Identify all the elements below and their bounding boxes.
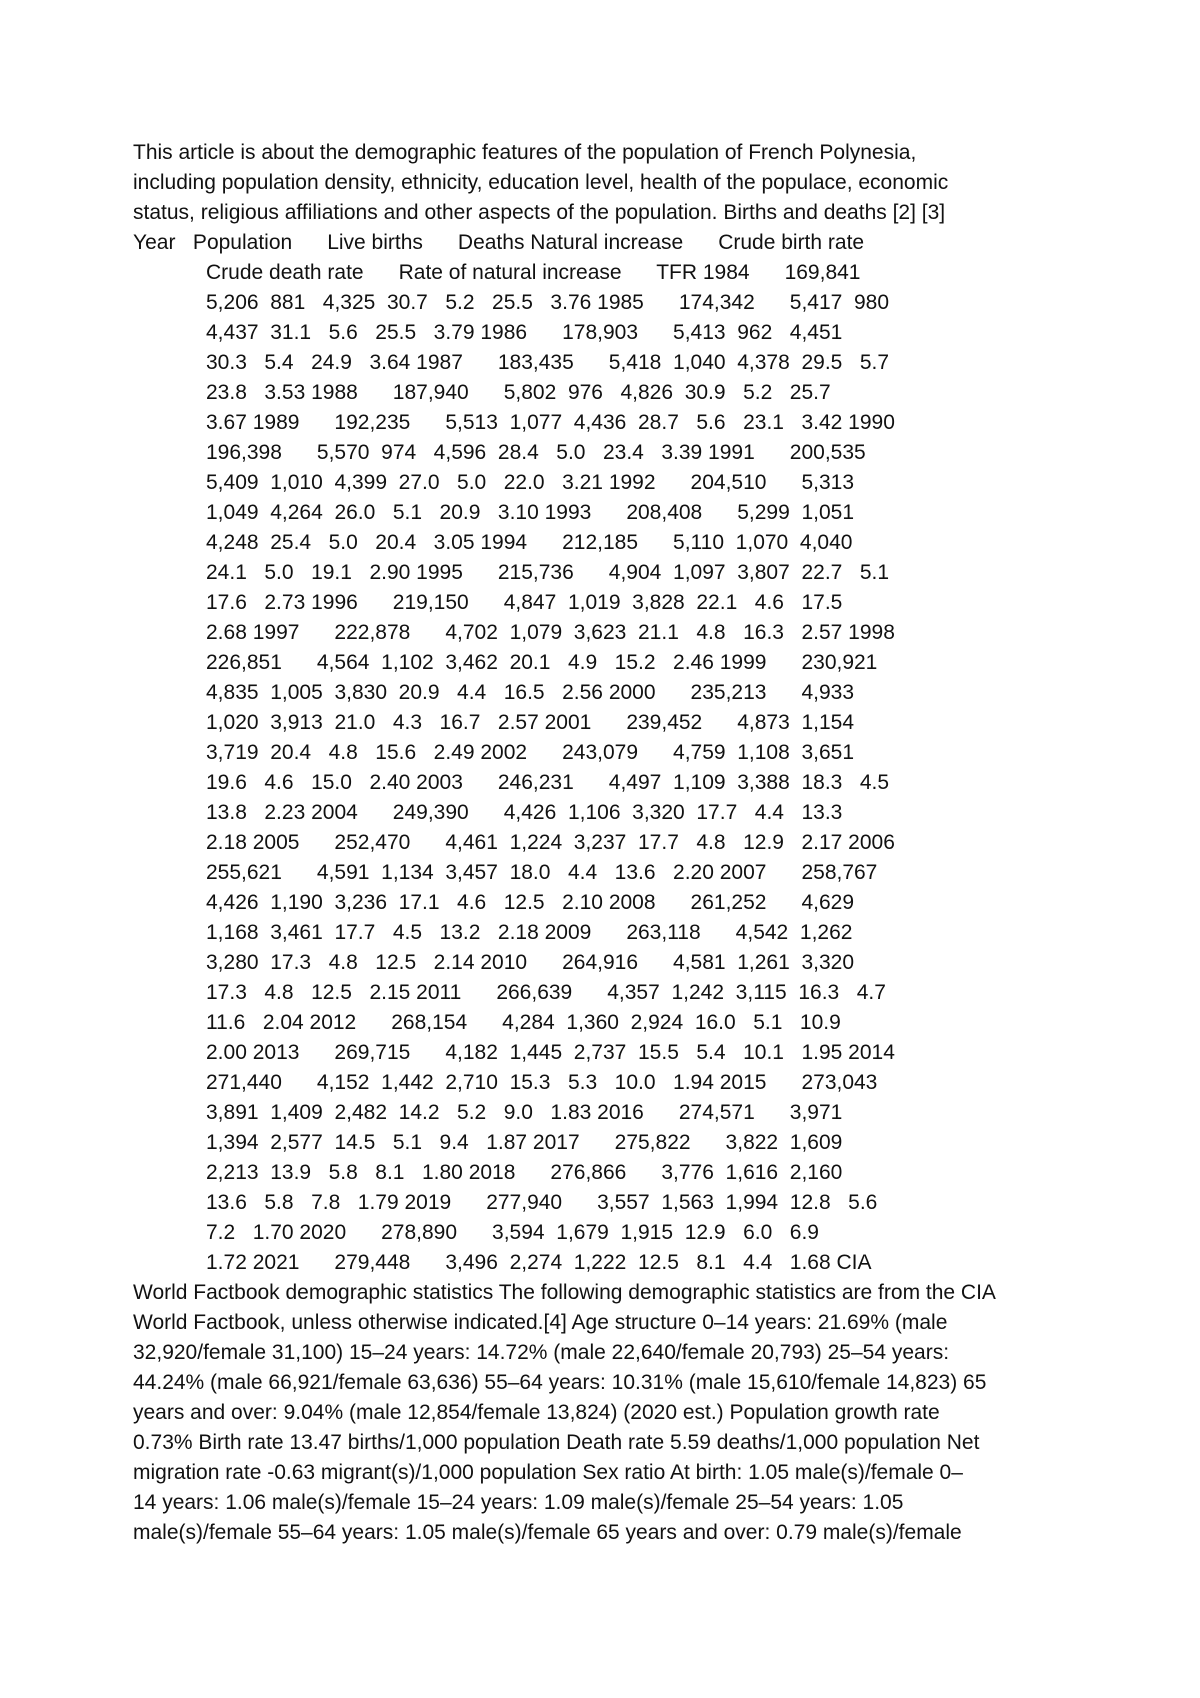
- text-line: This article is about the demographic features of the population of French Polynesia,: [133, 141, 917, 164]
- text-line: including population density, ethnicity, education level, health of the populace, economic: [133, 171, 949, 194]
- text-line: 271,440 4,152 1,442 2,710 15.3 5.3 10.0 1.94 2015 273,043: [206, 1071, 878, 1094]
- text-line: 32,920/female 31,100) 15–24 years: 14.72% (male 22,640/female 20,793) 25–54 years:: [133, 1341, 950, 1364]
- text-line: 226,851 4,564 1,102 3,462 20.1 4.9 15.2 2.46 1999 230,921: [206, 651, 878, 674]
- text-line: 2.68 1997 222,878 4,702 1,079 3,623 21.1 4.8 16.3 2.57 1998: [206, 621, 895, 644]
- text-line: 1,168 3,461 17.7 4.5 13.2 2.18 2009 263,118 4,542 1,262: [206, 921, 853, 944]
- text-line: 14 years: 1.06 male(s)/female 15–24 years: 1.09 male(s)/female 25–54 years: 1.05: [133, 1491, 904, 1514]
- text-line: World Factbook demographic statistics The following demographic statistics are from the CIA: [133, 1281, 996, 1304]
- text-line: 17.6 2.73 1996 219,150 4,847 1,019 3,828 22.1 4.6 17.5: [206, 591, 843, 614]
- text-line: status, religious affiliations and other aspects of the population. Births and deaths [2] [3]: [133, 201, 946, 224]
- text-line: 13.8 2.23 2004 249,390 4,426 1,106 3,320 17.7 4.4 13.3: [206, 801, 843, 824]
- text-line: 3,280 17.3 4.8 12.5 2.14 2010 264,916 4,581 1,261 3,320: [206, 951, 855, 974]
- text-line: 4,437 31.1 5.6 25.5 3.79 1986 178,903 5,413 962 4,451: [206, 321, 843, 344]
- text-line: 1.72 2021 279,448 3,496 2,274 1,222 12.5 8.1 4.4 1.68 CIA: [206, 1251, 872, 1274]
- text-line: 7.2 1.70 2020 278,890 3,594 1,679 1,915 12.9 6.0 6.9: [206, 1221, 819, 1244]
- text-line: 44.24% (male 66,921/female 63,636) 55–64 years: 10.31% (male 15,610/female 14,823) 65: [133, 1371, 987, 1394]
- text-line: 4,835 1,005 3,830 20.9 4.4 16.5 2.56 2000 235,213 4,933: [206, 681, 855, 704]
- text-line: World Factbook, unless otherwise indicated.[4] Age structure 0–14 years: 21.69% (male: [133, 1311, 948, 1334]
- text-line: 4,426 1,190 3,236 17.1 4.6 12.5 2.10 2008 261,252 4,629: [206, 891, 855, 914]
- text-line: 5,206 881 4,325 30.7 5.2 25.5 3.76 1985 174,342 5,417 980: [206, 291, 890, 314]
- text-line: 11.6 2.04 2012 268,154 4,284 1,360 2,924 16.0 5.1 10.9: [206, 1011, 841, 1034]
- text-line: years and over: 9.04% (male 12,854/female 13,824) (2020 est.) Population growth rate: [133, 1401, 940, 1424]
- text-line: Crude death rate Rate of natural increase TFR 1984 169,841: [206, 261, 861, 284]
- text-line: 3,719 20.4 4.8 15.6 2.49 2002 243,079 4,759 1,108 3,651: [206, 741, 855, 764]
- text-line: 17.3 4.8 12.5 2.15 2011 266,639 4,357 1,242 3,115 16.3 4.7: [206, 981, 886, 1004]
- text-line: 196,398 5,570 974 4,596 28.4 5.0 23.4 3.39 1991 200,535: [206, 441, 866, 464]
- text-line: 1,394 2,577 14.5 5.1 9.4 1.87 2017 275,822 3,822 1,609: [206, 1131, 843, 1154]
- text-line: 3.67 1989 192,235 5,513 1,077 4,436 28.7 5.6 23.1 3.42 1990: [206, 411, 895, 434]
- text-line: 4,248 25.4 5.0 20.4 3.05 1994 212,185 5,110 1,070 4,040: [206, 531, 853, 554]
- text-line: 13.6 5.8 7.8 1.79 2019 277,940 3,557 1,563 1,994 12.8 5.6: [206, 1191, 878, 1214]
- text-line: migration rate -0.63 migrant(s)/1,000 population Sex ratio At birth: 1.05 male(s)/female 0–: [133, 1461, 963, 1484]
- text-line: 5,409 1,010 4,399 27.0 5.0 22.0 3.21 1992 204,510 5,313: [206, 471, 855, 494]
- text-line: 2.18 2005 252,470 4,461 1,224 3,237 17.7 4.8 12.9 2.17 2006: [206, 831, 895, 854]
- text-line: male(s)/female 55–64 years: 1.05 male(s)/female 65 years and over: 0.79 male(s)/female: [133, 1521, 962, 1544]
- text-line: 2,213 13.9 5.8 8.1 1.80 2018 276,866 3,776 1,616 2,160: [206, 1161, 843, 1184]
- text-line: Year Population Live births Deaths Natural increase Crude birth rate: [133, 231, 865, 254]
- text-line: 0.73% Birth rate 13.47 births/1,000 population Death rate 5.59 deaths/1,000 population Net: [133, 1431, 980, 1454]
- text-line: 1,049 4,264 26.0 5.1 20.9 3.10 1993 208,408 5,299 1,051: [206, 501, 855, 524]
- text-line: 23.8 3.53 1988 187,940 5,802 976 4,826 30.9 5.2 25.7: [206, 381, 831, 404]
- text-line: 3,891 1,409 2,482 14.2 5.2 9.0 1.83 2016 274,571 3,971: [206, 1101, 843, 1124]
- text-line: 1,020 3,913 21.0 4.3 16.7 2.57 2001 239,452 4,873 1,154: [206, 711, 855, 734]
- text-line: 255,621 4,591 1,134 3,457 18.0 4.4 13.6 2.20 2007 258,767: [206, 861, 878, 884]
- text-line: 2.00 2013 269,715 4,182 1,445 2,737 15.5 5.4 10.1 1.95 2014: [206, 1041, 895, 1064]
- text-line: 30.3 5.4 24.9 3.64 1987 183,435 5,418 1,040 4,378 29.5 5.7: [206, 351, 890, 374]
- text-line: 24.1 5.0 19.1 2.90 1995 215,736 4,904 1,097 3,807 22.7 5.1: [206, 561, 890, 584]
- text-line: 19.6 4.6 15.0 2.40 2003 246,231 4,497 1,109 3,388 18.3 4.5: [206, 771, 890, 794]
